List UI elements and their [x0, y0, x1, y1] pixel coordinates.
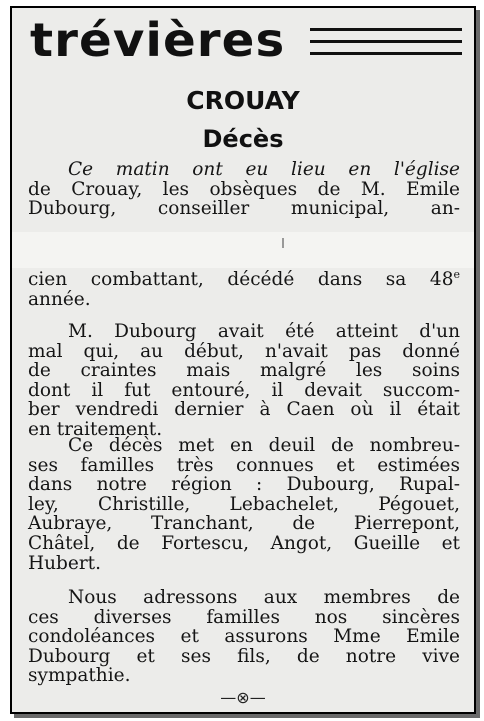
text-line: de craintes mais malgré les soins — [28, 360, 460, 382]
text-line: ley, Christille, Lebachelet, Pégouet, — [28, 493, 460, 515]
newspaper-clipping — [10, 6, 476, 714]
header-rule — [310, 28, 462, 31]
text-line: ses familles très connues et estimées — [28, 454, 460, 476]
text-line: mal qui, au début, n'avait pas donné — [28, 340, 460, 362]
text-line: Ce décès met en deuil de nombreu- — [68, 435, 460, 456]
text-line: Dubourg et ses fils, de notre vive — [28, 645, 460, 667]
paper-fold — [12, 232, 474, 268]
text-line — [28, 267, 460, 290]
paragraph-1-top — [28, 160, 460, 219]
text-line: année. — [28, 288, 91, 310]
paragraph-2 — [28, 322, 460, 440]
article-subheading: Décès — [202, 125, 284, 153]
text-line: Nous adressons aux membres de — [68, 587, 460, 608]
paragraph-3 — [28, 436, 460, 573]
text-line: condoléances et assurons Mme Emile — [28, 626, 460, 648]
text-line: Dubourg, conseiller municipal, an- — [28, 198, 460, 220]
village-heading: CROUAY — [186, 86, 300, 115]
text-line-content: cien combattant, décédé dans sa 48 — [28, 269, 454, 290]
text-line: ces diverses familles nos sincères — [28, 606, 460, 628]
text-line: sympathie. — [28, 665, 131, 687]
text-line: Châtel, de Fortescu, Angot, Gueille et — [28, 532, 460, 554]
text-line: en traitement. — [28, 418, 163, 440]
paragraph-4 — [28, 588, 460, 686]
text-line: dont il fut entouré, il devait succom- — [28, 379, 460, 401]
header-rules — [310, 28, 462, 70]
header-rule — [310, 52, 462, 55]
text-line: de Crouay, les obsèques de M. Emile — [28, 178, 460, 200]
header-rule — [310, 40, 462, 43]
text-line: ber vendredi dernier à Caen où il était — [28, 399, 460, 421]
section-title: trévières — [30, 13, 286, 67]
fold-mark — [282, 238, 284, 248]
end-separator: —⊗— — [220, 688, 266, 707]
text-line: dans notre région : Dubourg, Rupal- — [28, 474, 460, 496]
text-line: Aubraye, Tranchant, de Pierrepont, — [28, 513, 460, 535]
paragraph-1-bottom — [28, 267, 460, 310]
text-line: M. Dubourg avait été atteint d'un — [68, 321, 460, 342]
text-line: Ce matin ont eu lieu en l'église — [68, 159, 460, 180]
superscript: e — [453, 267, 460, 281]
text-line: Hubert. — [28, 552, 101, 574]
section-header — [12, 8, 474, 76]
